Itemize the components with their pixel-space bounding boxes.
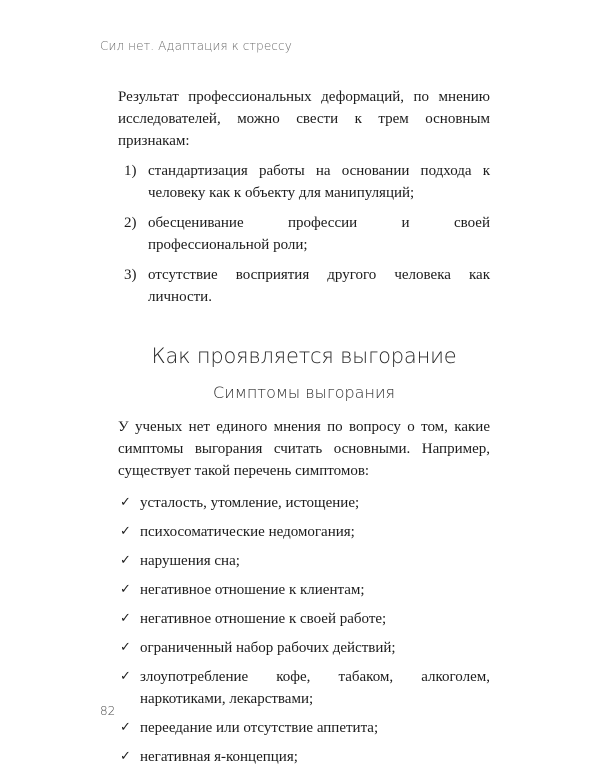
symptom-text: негативное отношение к своей работе; <box>140 611 387 627</box>
symptom-text: негативная я-концепция; <box>140 749 298 765</box>
check-mark-icon: ✓ <box>120 495 131 510</box>
list-item-text: обесценивание профессии и своей профессиональной роли; <box>148 215 490 253</box>
list-item <box>118 212 490 256</box>
list-item-number: 3) <box>124 267 137 283</box>
list-item <box>118 608 490 630</box>
check-mark-icon: ✓ <box>120 640 131 655</box>
page-body <box>118 86 490 775</box>
section-heading: Как проявляется выгорание <box>151 344 457 368</box>
list-item <box>118 746 490 768</box>
list-item-number: 2) <box>124 215 137 231</box>
page-number: 82 <box>100 704 116 718</box>
list-item <box>118 717 490 739</box>
check-mark-icon: ✓ <box>120 749 131 764</box>
list-item <box>118 160 490 204</box>
list-item <box>118 666 490 710</box>
intro-paragraph: Результат профессиональных деформаций, по мнению исследователей, можно свести к трем основным признакам: <box>118 89 490 149</box>
list-item <box>118 550 490 572</box>
list-item-text: стандартизация работы на основании подхода к человеку как к объекту для манипуляций; <box>148 163 490 201</box>
symptoms-paragraph: У ученых нет единого мнения по вопросу о том, какие симптомы выгорания считать основными. Например, существует такой перечень симптомов: <box>118 419 490 479</box>
subsection-heading: Симптомы выгорания <box>213 383 395 402</box>
check-mark-icon: ✓ <box>120 720 131 735</box>
check-mark-icon: ✓ <box>120 669 131 684</box>
list-item <box>118 521 490 543</box>
list-item <box>118 492 490 514</box>
running-head: Сил нет. Адаптация к стрессу <box>100 39 292 53</box>
list-item <box>118 264 490 308</box>
symptom-text: психосоматические недомогания; <box>140 524 355 540</box>
symptom-text: негативное отношение к клиентам; <box>140 582 365 598</box>
list-item-number: 1) <box>124 163 137 179</box>
check-mark-icon: ✓ <box>120 524 131 539</box>
list-item <box>118 579 490 601</box>
check-mark-icon: ✓ <box>120 611 131 626</box>
deformation-signs-list <box>118 160 490 308</box>
list-item <box>118 637 490 659</box>
symptom-text: злоупотребление кофе, табаком, алкоголем, наркотиками, лекарствами; <box>140 669 490 707</box>
list-item-text: отсутствие восприятия другого человека как личности. <box>148 267 490 305</box>
check-mark-icon: ✓ <box>120 582 131 597</box>
symptom-text: ограниченный набор рабочих действий; <box>140 640 396 656</box>
symptoms-list <box>118 492 490 768</box>
symptom-text: нарушения сна; <box>140 553 240 569</box>
check-mark-icon: ✓ <box>120 553 131 568</box>
symptom-text: усталость, утомление, истощение; <box>140 495 360 511</box>
symptom-text: переедание или отсутствие аппетита; <box>140 720 379 736</box>
